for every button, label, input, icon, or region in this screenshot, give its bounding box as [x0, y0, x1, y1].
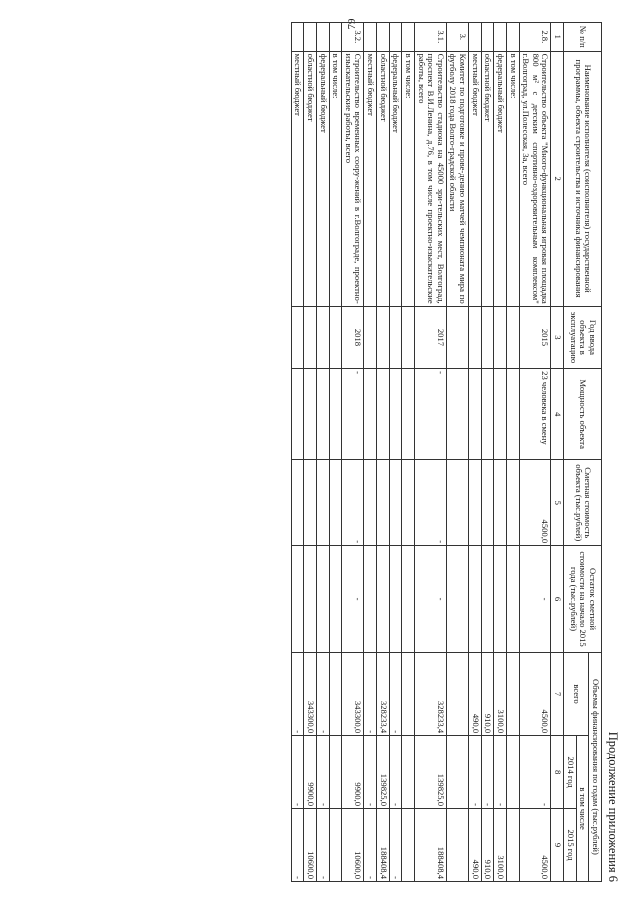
row-capacity [317, 369, 330, 460]
row-year: 2015 [519, 306, 551, 368]
table-row [402, 23, 415, 882]
row-rest [402, 546, 415, 653]
table-row [342, 23, 364, 882]
row-cost [329, 460, 342, 546]
header-2014: 2014 год [564, 736, 577, 809]
row-total: 490,0 [469, 652, 482, 735]
row-rest [304, 546, 317, 653]
row-total: 328233,4 [377, 652, 390, 735]
table-row [291, 23, 304, 882]
row-rest [329, 546, 342, 653]
row-number [402, 23, 415, 52]
table-row [304, 23, 317, 882]
row-rest [389, 546, 402, 653]
row-number: 3.2. [342, 23, 364, 52]
column-number: 7 [551, 652, 564, 735]
row-total: - [364, 652, 377, 735]
table-row [377, 23, 390, 882]
row-rest: - [519, 546, 551, 653]
row-total [329, 652, 342, 735]
row-capacity [469, 369, 482, 460]
row-year [377, 306, 390, 368]
table-row [507, 23, 520, 882]
row-2014 [402, 736, 415, 809]
row-total [507, 652, 520, 735]
row-capacity [364, 369, 377, 460]
row-cost [304, 460, 317, 546]
row-2014: - [317, 736, 330, 809]
column-number: 9 [551, 809, 564, 882]
header-total: всего [564, 652, 589, 735]
table-row [329, 23, 342, 882]
row-year: 2018 [342, 306, 364, 368]
row-name: местный бюджет [364, 51, 377, 306]
row-2015: - [364, 809, 377, 882]
row-total: 4500,0 [519, 652, 551, 735]
row-capacity [494, 369, 507, 460]
row-2015: 188408,4 [377, 809, 390, 882]
row-name: областной бюджет [481, 51, 494, 306]
financing-table [291, 22, 602, 882]
header-financing: Объемы финансирования по годам (тыс.рублей) [589, 652, 602, 881]
row-name: Комитет по подготовке и прове-дению матчей чемпионата мира по футболу 2018 года Волго-градской области [446, 51, 468, 306]
row-2014: - [469, 736, 482, 809]
column-number: 6 [551, 546, 564, 653]
row-2014 [446, 736, 468, 809]
row-cost [291, 460, 304, 546]
header-rest: Остаток сметной стоимости на начало 2015 года (тыс.рублей) [564, 546, 602, 653]
row-2015: 910,0 [481, 809, 494, 882]
row-2014: - [389, 736, 402, 809]
column-number: 4 [551, 369, 564, 460]
row-2014: - [494, 736, 507, 809]
rotated-document [60, 22, 620, 882]
row-cost: - [415, 460, 447, 546]
row-capacity: - [415, 369, 447, 460]
row-year [507, 306, 520, 368]
row-total: 343300,0 [304, 652, 317, 735]
row-cost [364, 460, 377, 546]
table-row [519, 23, 551, 882]
row-name: в том числе: [507, 51, 520, 306]
row-year: 2017 [415, 306, 447, 368]
row-number [507, 23, 520, 52]
row-2015 [446, 809, 468, 882]
row-cost [507, 460, 520, 546]
row-year [446, 306, 468, 368]
row-cost [389, 460, 402, 546]
column-number: 2 [551, 51, 564, 306]
row-rest [317, 546, 330, 653]
row-2014: - [481, 736, 494, 809]
row-2015: 490,0 [469, 809, 482, 882]
row-capacity [377, 369, 390, 460]
row-year [291, 306, 304, 368]
row-name: местный бюджет [469, 51, 482, 306]
row-total: 3100,0 [494, 652, 507, 735]
row-name: в том числе: [329, 51, 342, 306]
row-name: федеральный бюджет [494, 51, 507, 306]
row-2015: - [317, 809, 330, 882]
row-2015: 10600,0 [304, 809, 317, 882]
row-number [364, 23, 377, 52]
row-year [402, 306, 415, 368]
header-name: Наименование исполнителя (соисполнителя) государственной программы, объекта строительства и источника финансирования [564, 51, 602, 306]
header-2015: 2015 год [564, 809, 577, 882]
header-capacity: Мощность объекта [564, 369, 602, 460]
header-including: в том числе [576, 736, 589, 882]
row-number: 3.1. [415, 23, 447, 52]
row-capacity [402, 369, 415, 460]
row-year [329, 306, 342, 368]
row-year [494, 306, 507, 368]
row-2014 [507, 736, 520, 809]
table-row [446, 23, 468, 882]
table-row [469, 23, 482, 882]
row-number [304, 23, 317, 52]
row-2014: 9900,0 [342, 736, 364, 809]
row-rest [494, 546, 507, 653]
row-rest [377, 546, 390, 653]
row-rest [446, 546, 468, 653]
column-number: 8 [551, 736, 564, 809]
row-number: 2.8. [519, 23, 551, 52]
row-cost [446, 460, 468, 546]
row-total: - [291, 652, 304, 735]
row-year [364, 306, 377, 368]
row-2015: 4500,0 [519, 809, 551, 882]
table-row [389, 23, 402, 882]
row-2014: 139825,0 [377, 736, 390, 809]
row-total: 343300,0 [342, 652, 364, 735]
row-2014: - [519, 736, 551, 809]
row-total [402, 652, 415, 735]
row-2014: 139825,0 [415, 736, 447, 809]
column-number: 5 [551, 460, 564, 546]
row-capacity [291, 369, 304, 460]
row-number [469, 23, 482, 52]
row-2014: 9900,0 [304, 736, 317, 809]
row-number [481, 23, 494, 52]
row-number [377, 23, 390, 52]
row-2015: - [291, 809, 304, 882]
row-capacity [304, 369, 317, 460]
row-number [291, 23, 304, 52]
row-rest: - [415, 546, 447, 653]
row-capacity [389, 369, 402, 460]
table-row [494, 23, 507, 882]
column-number: 3 [551, 306, 564, 368]
row-year [469, 306, 482, 368]
row-year [317, 306, 330, 368]
row-capacity: 23 человека в смену [519, 369, 551, 460]
row-2014: - [291, 736, 304, 809]
row-cost [377, 460, 390, 546]
row-number: 3. [446, 23, 468, 52]
row-number [317, 23, 330, 52]
row-name: местный бюджет [291, 51, 304, 306]
row-total: - [317, 652, 330, 735]
row-total: 328233,4 [415, 652, 447, 735]
table-body [291, 23, 551, 882]
row-name: Строительство объекта "Много-функциональная игровая площадка 800 м² с детским спортивно-оздоровительным комплексом" г.Волгоград, ул.Полесская, 3а, всего [519, 51, 551, 306]
row-2014 [329, 736, 342, 809]
row-name: Строительство временных соору-жений в г.Волгограде, проектно-изыскательские работы, всего [342, 51, 364, 306]
row-capacity [481, 369, 494, 460]
row-total: - [389, 652, 402, 735]
row-rest [469, 546, 482, 653]
header-num: № п/п [564, 23, 602, 52]
row-rest [291, 546, 304, 653]
row-2015 [329, 809, 342, 882]
row-cost [481, 460, 494, 546]
table-row [317, 23, 330, 882]
row-2015: 188408,4 [415, 809, 447, 882]
row-2015: - [389, 809, 402, 882]
row-cost: 4500,0 [519, 460, 551, 546]
row-2015 [402, 809, 415, 882]
row-rest [364, 546, 377, 653]
header-cost: Сметная стоимость объекта (тыс.рублей) [564, 460, 602, 546]
row-capacity [507, 369, 520, 460]
page-number: 79 [346, 18, 358, 30]
row-rest [507, 546, 520, 653]
row-name: федеральный бюджет [317, 51, 330, 306]
row-number [494, 23, 507, 52]
row-name: областной бюджет [377, 51, 390, 306]
row-name: в том числе: [402, 51, 415, 306]
header-year: Год ввода объекта в эксплуатацию [564, 306, 602, 368]
row-cost: - [342, 460, 364, 546]
row-capacity: - [342, 369, 364, 460]
table-row [415, 23, 447, 882]
row-2015 [507, 809, 520, 882]
row-cost [317, 460, 330, 546]
row-year [389, 306, 402, 368]
row-name: областной бюджет [304, 51, 317, 306]
row-number [329, 23, 342, 52]
row-cost [469, 460, 482, 546]
row-name: федеральный бюджет [389, 51, 402, 306]
row-number [389, 23, 402, 52]
table-row [481, 23, 494, 882]
row-cost [494, 460, 507, 546]
column-numbers-row [551, 23, 564, 882]
row-year [304, 306, 317, 368]
table-caption: Продолжение приложения 6 [606, 731, 620, 882]
row-total: 910,0 [481, 652, 494, 735]
row-cost [402, 460, 415, 546]
row-2015: 3100,0 [494, 809, 507, 882]
row-total [446, 652, 468, 735]
row-capacity [446, 369, 468, 460]
row-capacity [329, 369, 342, 460]
row-year [481, 306, 494, 368]
row-2015: 10600,0 [342, 809, 364, 882]
row-rest: - [342, 546, 364, 653]
column-number: 1 [551, 23, 564, 52]
row-name: Строительство стадиона на 45000 зри-тельских мест, Волгоград, проспект В.И.Ленина, д.76, в том числе проектно-изыскательские работы, всего [415, 51, 447, 306]
table-row [364, 23, 377, 882]
row-2014: - [364, 736, 377, 809]
row-rest [481, 546, 494, 653]
